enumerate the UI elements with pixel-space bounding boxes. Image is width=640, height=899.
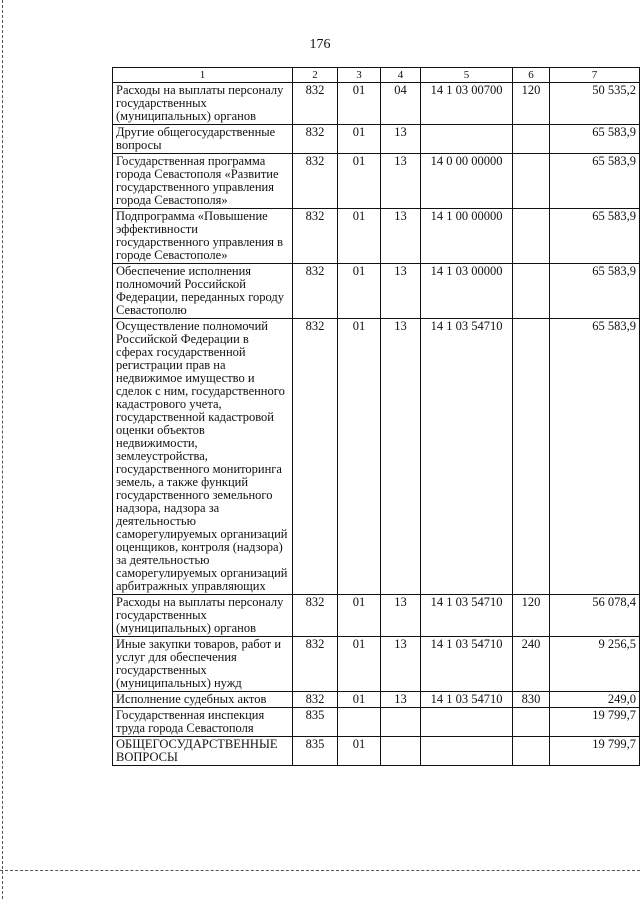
cell-amount: 19 799,7 <box>550 737 640 766</box>
cell-subsection-code: 13 <box>381 209 421 264</box>
bottom-dashed-border <box>0 870 640 871</box>
cell-amount: 56 078,4 <box>550 595 640 637</box>
column-header: 2 <box>293 68 338 83</box>
cell-section-code: 01 <box>338 264 381 319</box>
cell-expense-type: 120 <box>513 83 550 125</box>
cell-ministry-code: 832 <box>293 319 338 595</box>
row-name: Государственная инспекция труда города Севастополя <box>113 708 293 737</box>
table-row <box>113 737 640 766</box>
row-name: ОБЩЕГОСУДАРСТВЕННЫЕ ВОПРОСЫ <box>113 737 293 766</box>
cell-target-article: 14 1 03 54710 <box>421 692 513 708</box>
column-header: 5 <box>421 68 513 83</box>
cell-ministry-code: 835 <box>293 708 338 737</box>
cell-amount: 65 583,9 <box>550 209 640 264</box>
cell-amount: 65 583,9 <box>550 264 640 319</box>
cell-target-article <box>421 708 513 737</box>
table-row <box>113 209 640 264</box>
cell-expense-type <box>513 154 550 209</box>
cell-expense-type <box>513 264 550 319</box>
cell-expense-type: 120 <box>513 595 550 637</box>
cell-section-code: 01 <box>338 595 381 637</box>
column-header: 4 <box>381 68 421 83</box>
header-row <box>113 68 640 83</box>
cell-expense-type <box>513 708 550 737</box>
row-name: Другие общегосударственные вопросы <box>113 125 293 154</box>
table-row <box>113 637 640 692</box>
cell-target-article: 14 1 03 54710 <box>421 637 513 692</box>
cell-section-code: 01 <box>338 154 381 209</box>
cell-expense-type <box>513 737 550 766</box>
budget-table <box>112 67 640 766</box>
cell-subsection-code: 13 <box>381 595 421 637</box>
row-name: Подпрограмма «Повышение эффективности государственного управления в городе Севастополе» <box>113 209 293 264</box>
table-row <box>113 692 640 708</box>
column-header: 6 <box>513 68 550 83</box>
cell-section-code: 01 <box>338 692 381 708</box>
cell-ministry-code: 832 <box>293 637 338 692</box>
cell-amount: 65 583,9 <box>550 319 640 595</box>
table-row <box>113 83 640 125</box>
cell-amount: 9 256,5 <box>550 637 640 692</box>
cell-target-article: 14 0 00 00000 <box>421 154 513 209</box>
row-name: Обеспечение исполнения полномочий Российской Федерации, переданных городу Севастополю <box>113 264 293 319</box>
cell-target-article: 14 1 03 54710 <box>421 319 513 595</box>
table-row <box>113 319 640 595</box>
cell-section-code <box>338 708 381 737</box>
cell-section-code: 01 <box>338 125 381 154</box>
row-name: Исполнение судебных актов <box>113 692 293 708</box>
row-name: Осуществление полномочий Российской Федерации в сферах государственной регистрации прав на недвижимое имущество и сделок с ним, государственного кадастрового учета, государственной кадастровой оценки объектов недвижимости, землеустройства, государственного мониторинга земель, а также функций государственного земельного надзора, надзора за деятельностью саморегулируемых организаций оценщиков, контроля (надзора) за деятельностью саморегулируемых организаций арбитражных управляющих <box>113 319 293 595</box>
cell-subsection-code: 13 <box>381 637 421 692</box>
cell-ministry-code: 832 <box>293 83 338 125</box>
column-header: 3 <box>338 68 381 83</box>
cell-section-code: 01 <box>338 83 381 125</box>
row-name: Иные закупки товаров, работ и услуг для обеспечения государственных (муниципальных) нужд <box>113 637 293 692</box>
cell-subsection-code <box>381 708 421 737</box>
cell-ministry-code: 835 <box>293 737 338 766</box>
row-name: Государственная программа города Севастополя «Развитие государственного управления города Севастополя» <box>113 154 293 209</box>
table-row <box>113 125 640 154</box>
row-name: Расходы на выплаты персоналу государственных (муниципальных) органов <box>113 595 293 637</box>
cell-expense-type <box>513 209 550 264</box>
column-header: 1 <box>113 68 293 83</box>
cell-target-article <box>421 125 513 154</box>
cell-ministry-code: 832 <box>293 209 338 264</box>
cell-subsection-code: 04 <box>381 83 421 125</box>
cell-amount: 65 583,9 <box>550 154 640 209</box>
cell-subsection-code: 13 <box>381 125 421 154</box>
cell-ministry-code: 832 <box>293 264 338 319</box>
cell-ministry-code: 832 <box>293 125 338 154</box>
table-row <box>113 154 640 209</box>
cell-target-article: 14 1 00 00000 <box>421 209 513 264</box>
cell-ministry-code: 832 <box>293 595 338 637</box>
cell-subsection-code <box>381 737 421 766</box>
cell-expense-type: 830 <box>513 692 550 708</box>
cell-subsection-code: 13 <box>381 264 421 319</box>
table-row <box>113 595 640 637</box>
cell-expense-type <box>513 319 550 595</box>
cell-amount: 19 799,7 <box>550 708 640 737</box>
column-header: 7 <box>550 68 640 83</box>
cell-subsection-code: 13 <box>381 319 421 595</box>
page-number: 176 <box>309 37 331 52</box>
cell-amount: 249,0 <box>550 692 640 708</box>
cell-expense-type <box>513 125 550 154</box>
cell-target-article: 14 1 03 00000 <box>421 264 513 319</box>
cell-expense-type: 240 <box>513 637 550 692</box>
table-row <box>113 708 640 737</box>
cell-section-code: 01 <box>338 737 381 766</box>
cell-amount: 50 535,2 <box>550 83 640 125</box>
table-row <box>113 264 640 319</box>
cell-subsection-code: 13 <box>381 154 421 209</box>
row-name: Расходы на выплаты персоналу государственных (муниципальных) органов <box>113 83 293 125</box>
cell-section-code: 01 <box>338 209 381 264</box>
cell-subsection-code: 13 <box>381 692 421 708</box>
cell-section-code: 01 <box>338 319 381 595</box>
cell-amount: 65 583,9 <box>550 125 640 154</box>
cell-ministry-code: 832 <box>293 692 338 708</box>
cell-target-article: 14 1 03 00700 <box>421 83 513 125</box>
cell-target-article: 14 1 03 54710 <box>421 595 513 637</box>
cell-section-code: 01 <box>338 637 381 692</box>
cell-target-article <box>421 737 513 766</box>
cell-ministry-code: 832 <box>293 154 338 209</box>
left-dashed-border <box>2 0 3 899</box>
